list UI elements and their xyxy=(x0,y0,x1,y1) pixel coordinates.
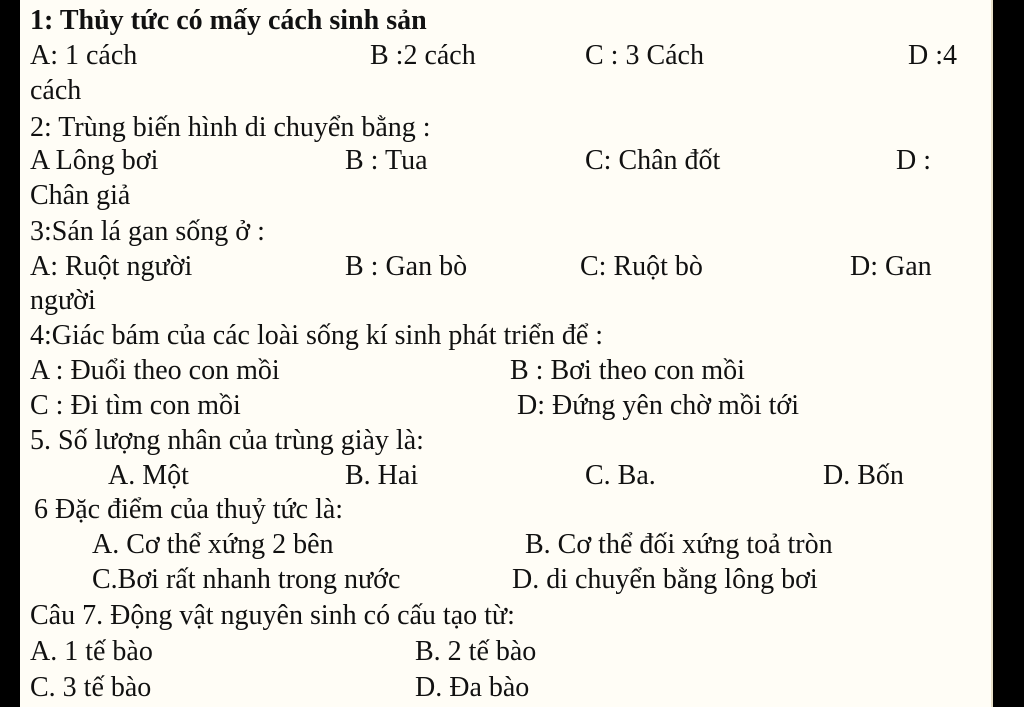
q4-option-a: A : Đuổi theo con mồi xyxy=(30,355,280,386)
q4-option-c: C : Đi tìm con mồi xyxy=(30,390,241,421)
question-7-text: Câu 7. Động vật nguyên sinh có cấu tạo từ: xyxy=(30,600,515,631)
q3-option-d: D: Gan xyxy=(850,251,932,282)
question-3-wrap-row xyxy=(30,283,993,318)
q5-option-a: A. Một xyxy=(108,460,189,491)
q6-option-b: B. Cơ thể đối xứng toả tròn xyxy=(525,529,833,560)
q7-option-b: B. 2 tế bào xyxy=(415,636,537,667)
question-5-options-row xyxy=(30,458,993,493)
question-2-text: 2: Trùng biến hình di chuyển bằng : xyxy=(30,112,431,143)
question-7-options-row-2 xyxy=(30,670,993,705)
q6-option-d: D. di chuyển bằng lông bơi xyxy=(512,564,818,595)
q6-option-c: C.Bơi rất nhanh trong nước xyxy=(92,564,401,595)
q7-option-a: A. 1 tế bào xyxy=(30,636,153,667)
question-2-row xyxy=(30,110,993,145)
q1-option-d: D :4 xyxy=(908,40,957,71)
question-4-row xyxy=(30,318,993,353)
question-1-options-row xyxy=(30,38,993,73)
question-6-text: 6 Đặc điểm của thuỷ tức là: xyxy=(34,494,344,525)
q2-option-d-wrap: Chân giả xyxy=(30,180,131,211)
q4-option-b: B : Bơi theo con mồi xyxy=(510,355,745,386)
question-4-options-row-1 xyxy=(30,353,993,388)
q3-option-c: C: Ruột bò xyxy=(580,251,703,282)
question-1-text: 1: Thủy tức có mấy cách sinh sản xyxy=(30,5,427,36)
question-3-row xyxy=(30,214,993,249)
question-4-text: 4:Giác bám của các loài sống kí sinh phát triển để : xyxy=(30,320,604,351)
q4-option-d: D: Đứng yên chờ mồi tới xyxy=(517,390,799,421)
q2-option-d: D : xyxy=(896,145,931,176)
worksheet-page xyxy=(20,0,993,707)
question-6-options-row-1 xyxy=(30,527,993,562)
q1-option-a: A: 1 cách xyxy=(30,40,138,71)
question-3-options-row xyxy=(30,249,993,284)
q7-option-d: D. Đa bào xyxy=(415,672,530,703)
question-7-row xyxy=(30,598,993,633)
question-2-options-row xyxy=(30,143,993,178)
q3-option-b: B : Gan bò xyxy=(345,251,468,282)
q7-option-c: C. 3 tế bào xyxy=(30,672,152,703)
question-6-row xyxy=(30,492,993,527)
q1-option-d-wrap: cách xyxy=(30,75,82,106)
q1-option-c: C : 3 Cách xyxy=(585,40,704,71)
question-5-text: 5. Số lượng nhân của trùng giày là: xyxy=(30,425,424,456)
question-7-options-row-1 xyxy=(30,634,993,669)
question-4-options-row-2 xyxy=(30,388,993,423)
question-6-options-row-2 xyxy=(30,562,993,597)
q2-option-c: C: Chân đốt xyxy=(585,145,721,176)
q5-option-c: C. Ba. xyxy=(585,460,656,491)
q5-option-d: D. Bốn xyxy=(823,460,904,491)
q2-option-a: A Lông bơi xyxy=(30,145,159,176)
q1-option-b: B :2 cách xyxy=(370,40,476,71)
q2-option-b: B : Tua xyxy=(345,145,428,176)
q6-option-a: A. Cơ thể xứng 2 bên xyxy=(92,529,334,560)
question-1-wrap-row xyxy=(30,73,993,108)
question-2-wrap-row xyxy=(30,178,993,213)
q3-option-d-wrap: người xyxy=(30,285,96,316)
q3-option-a: A: Ruột người xyxy=(30,251,193,282)
q5-option-b: B. Hai xyxy=(345,460,419,491)
question-3-text: 3:Sán lá gan sống ở : xyxy=(30,216,265,247)
question-5-row xyxy=(30,423,993,458)
question-1-row xyxy=(30,3,993,38)
